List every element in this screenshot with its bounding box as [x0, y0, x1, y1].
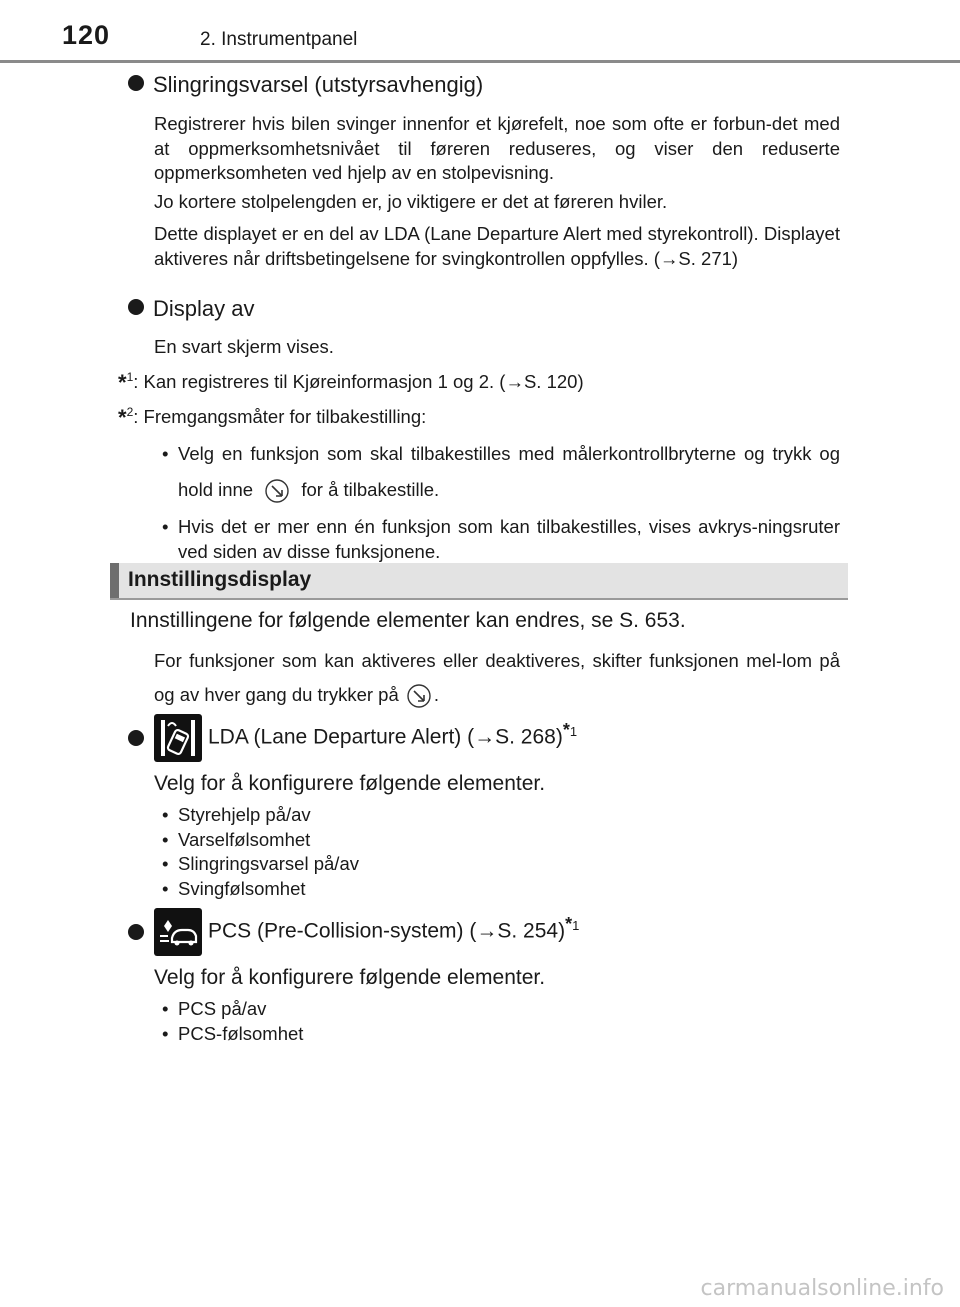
toggle-info-text: For funksjoner som kan aktiveres eller deaktiveres, skifter funksjonen mel-lom på og av hver gang du trykker på — [154, 650, 840, 705]
list-item: • PCS på/av — [162, 997, 303, 1022]
reset-item-1-text: Velg en funksjon som skal tilbakestilles med målerkontrollbryterne og trykk og hold inne — [178, 443, 840, 500]
footnote-number: 1 — [572, 917, 580, 933]
footnote-1-text: : Kan registreres til Kjøreinformasjon 1 og 2. (→S. 120) — [133, 371, 584, 393]
bullet-dot — [128, 924, 144, 940]
footnote-mark: * — [562, 719, 570, 740]
pcs-items — [162, 997, 303, 1046]
swaying-para-1: Registrerer hvis bilen svinger innenfor et kjørefelt, noe som ofte er forbun-det med at oppmerksomhetsnivået til føreren reduseres, og viser den reduserte oppmerksomheten ved hjelp av en stolpevisning. — [154, 113, 840, 183]
site-watermark: carmanualsonline.info — [700, 1276, 944, 1301]
list-item: • Hvis det er mer enn én funksjon som kan tilbakestilles, vises avkrys-ningsruter ved siden av disse funksjonene. — [162, 514, 840, 564]
page-number: 120 — [62, 20, 111, 50]
list-item: • Styrehjelp på/av — [162, 803, 359, 828]
section-title: Innstillingsdisplay — [128, 568, 312, 591]
lda-label: LDA (Lane Departure Alert) (→S. 268) — [208, 725, 563, 749]
toggle-info-suffix: . — [433, 684, 440, 705]
bullet-dot — [128, 299, 144, 315]
footnote-1 — [118, 365, 848, 395]
list-item: • PCS-følsomhet — [162, 1022, 303, 1047]
swaying-heading — [128, 72, 483, 98]
lda-items — [162, 803, 359, 901]
meter-switch-icon — [264, 478, 290, 504]
footnote-mark: * — [118, 405, 127, 431]
footnote-2 — [118, 400, 848, 430]
display-off-heading-text: Display av — [153, 296, 255, 321]
footnote-mark: * — [565, 913, 573, 934]
pcs-label: PCS (Pre-Collision-system) (→S. 254) — [208, 919, 566, 943]
bullet-dot — [128, 730, 144, 746]
list-item: • Varselfølsomhet — [162, 828, 359, 853]
footnote-number: 1 — [126, 370, 134, 384]
header-rule — [0, 60, 960, 63]
list-item: • Slingringsvarsel på/av — [162, 852, 359, 877]
section-accent — [110, 563, 119, 598]
swaying-para-2: Jo kortere stolpelengden er, jo viktigere er det at føreren hviler. — [154, 191, 668, 212]
pcs-description: Velg for å konfigurere følgende elementer. — [154, 966, 546, 989]
footnote-2-text: : Fremgangsmåter for tilbakestilling: — [133, 406, 427, 428]
reset-procedure-list — [162, 436, 840, 570]
lda-heading — [128, 714, 577, 762]
footnote-number: 1 — [569, 723, 578, 739]
footnote-mark: * — [118, 370, 127, 396]
settings-toggle-info — [154, 644, 840, 712]
bullet-dot — [128, 75, 144, 91]
footnote-number: 2 — [126, 405, 134, 419]
list-item — [162, 436, 840, 508]
display-off-text: En svart skjerm vises. — [154, 336, 334, 357]
reset-item-1-suffix: for å tilbakestille. — [301, 479, 440, 500]
swaying-heading-text: Slingringsvarsel (utstyrsavhengig) — [153, 72, 484, 97]
settings-intro: Innstillingene for følgende elementer kan endres, se S. 653. — [130, 609, 686, 632]
meter-switch-icon — [406, 683, 432, 709]
list-item: • Svingfølsomhet — [162, 877, 359, 902]
pcs-heading — [128, 908, 579, 956]
swaying-para-3: Dette displayet er en del av LDA (Lane Departure Alert med styrekontroll). Displayet aktiveres når driftsbetingelsene for svingkontrollen oppfylles. (→S. 271) — [154, 223, 840, 269]
lda-description: Velg for å konfigurere følgende elementer. — [154, 772, 546, 795]
display-off-heading — [128, 296, 254, 322]
pcs-icon — [154, 908, 202, 956]
lda-icon — [154, 714, 202, 762]
chapter-title: 2. Instrumentpanel — [200, 29, 358, 50]
